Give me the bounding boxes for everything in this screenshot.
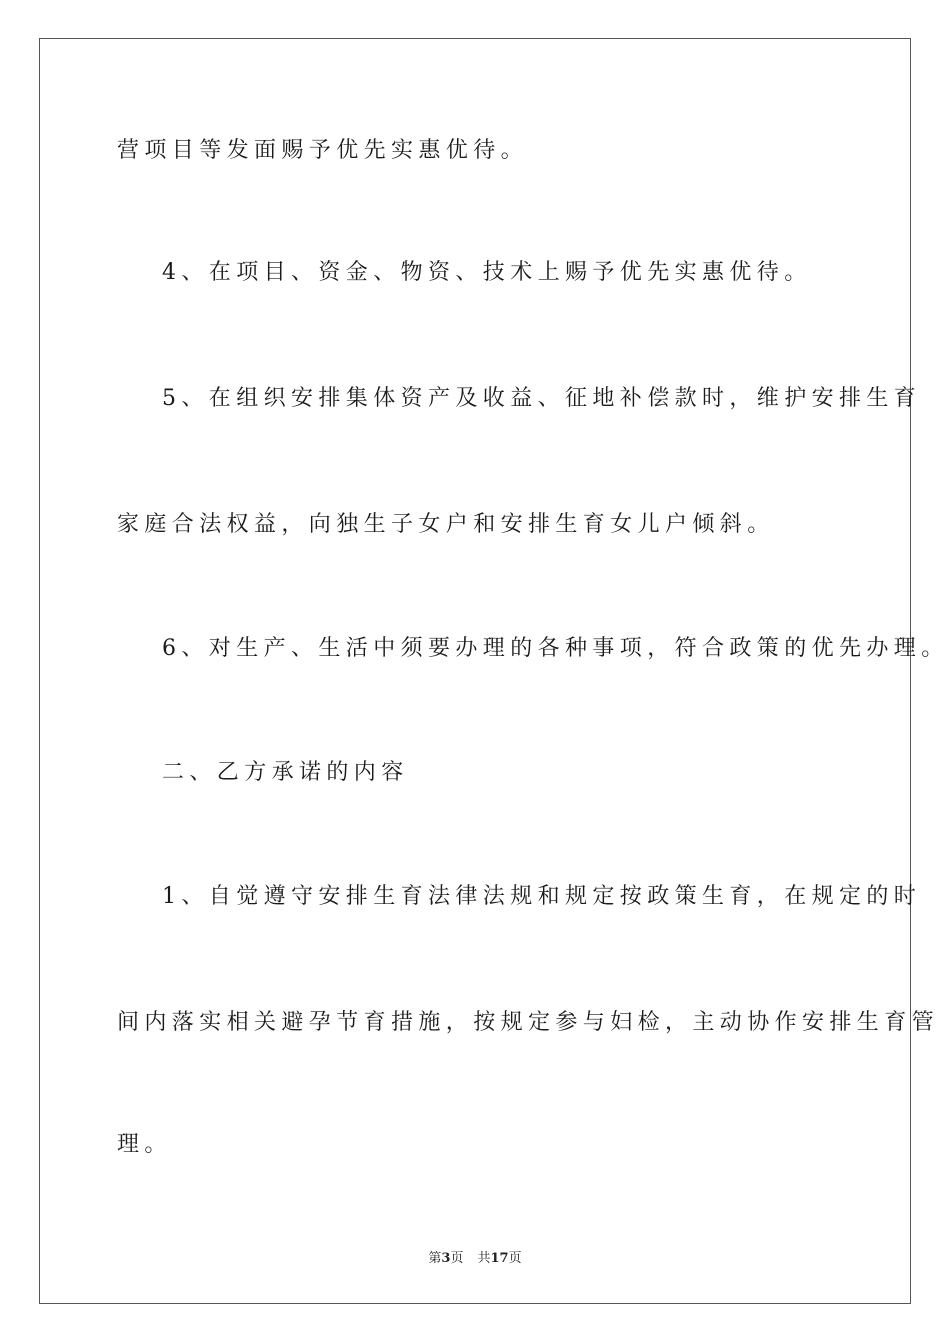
body-line-4: 家庭合法权益，向独生子女户和安排生育女儿户倾斜。 bbox=[117, 512, 775, 537]
page-border bbox=[39, 38, 911, 1304]
page-footer bbox=[0, 1247, 950, 1266]
body-line-1: 营项目等发面赐予优先实惠优待。 bbox=[117, 138, 529, 163]
footer-total-pages: 17 bbox=[490, 1251, 509, 1266]
footer-total-suffix: 页 bbox=[508, 1251, 522, 1266]
body-line-2: 4、在项目、资金、物资、技术上赐予优先实惠优待。 bbox=[162, 260, 812, 285]
body-line-7: 间内落实相关避孕节育措施，按规定参与妇检，主动协作安排生育管 bbox=[117, 1010, 940, 1035]
footer-page-suffix: 页 bbox=[450, 1251, 464, 1266]
footer-page-number: 3 bbox=[441, 1251, 451, 1266]
section-heading: 二、乙方承诺的内容 bbox=[162, 760, 409, 785]
body-line-6: 1、自觉遵守安排生育法律法规和规定按政策生育，在规定的时 bbox=[162, 884, 922, 909]
body-line-5: 6、对生产、生活中须要办理的各种事项，符合政策的优先办理。 bbox=[162, 636, 949, 661]
footer-total-prefix: 共 bbox=[477, 1251, 491, 1266]
footer-page-prefix: 第 bbox=[428, 1251, 442, 1266]
body-line-3: 5、在组织安排集体资产及收益、征地补偿款时，维护安排生育 bbox=[162, 386, 922, 411]
body-line-8: 理。 bbox=[117, 1132, 172, 1157]
